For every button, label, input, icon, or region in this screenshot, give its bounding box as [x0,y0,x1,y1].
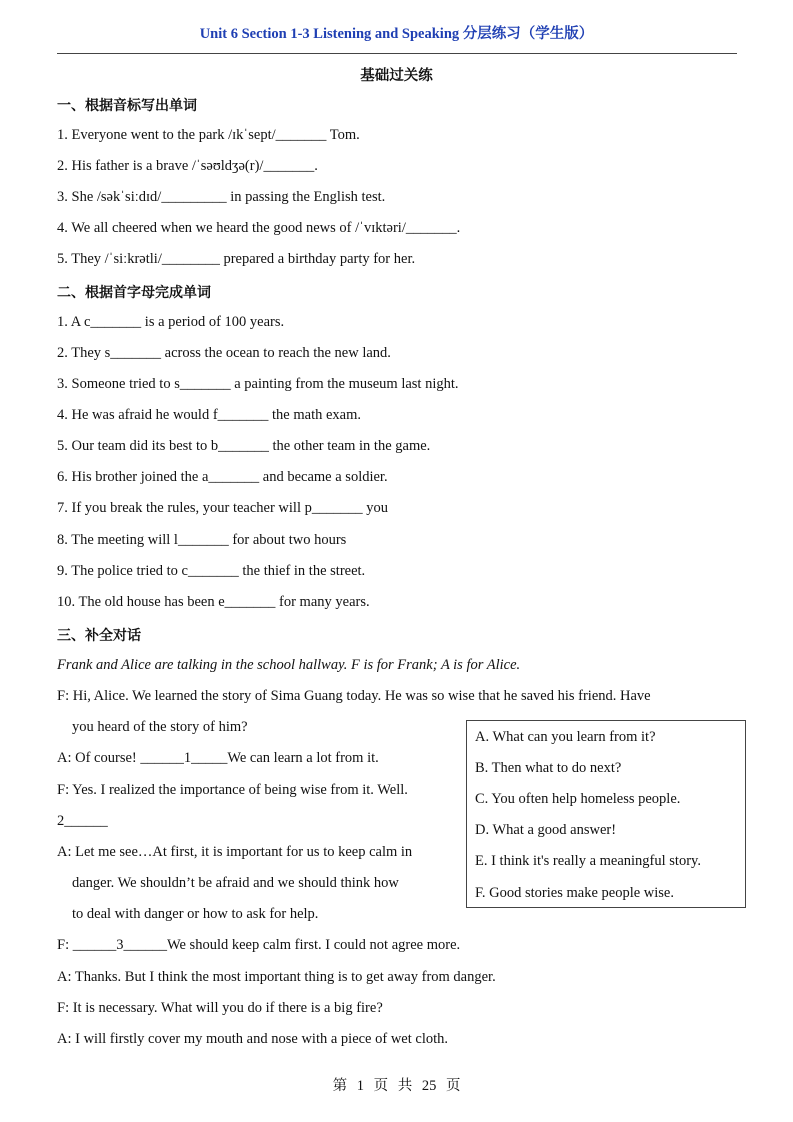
section1-title: 一、根据音标写出单词 [57,98,197,114]
section3-title: 三、补全对话 [57,628,141,644]
dialogue-blank-2: 2______ [57,813,108,829]
section1-item: 1. Everyone went to the park /ɪkˈsept/_______ Tom. [57,127,360,143]
dialogue-line: danger. We shouldn’t be afraid and we should think how [72,875,399,891]
footer-gong: 共 [397,1078,413,1094]
section2-item: 1. A c_______ is a period of 100 years. [57,314,285,330]
section2-item: 7. If you break the rules, your teacher will p_______ you [57,500,388,516]
options-box [466,720,746,908]
section2-title: 二、根据首字母完成单词 [57,285,211,301]
option-b: B. Then what to do next? [475,760,622,776]
section2-item: 9. The police tried to c_______ the thief in the street. [57,563,366,579]
option-c: C. You often help homeless people. [475,791,681,807]
document-header: Unit 6 Section 1-3 Listening and Speaking 分层练习（学生版） [199,26,594,42]
footer-ye: 页 [373,1078,389,1094]
section2-item: 2. They s_______ across the ocean to reach the new land. [57,345,391,361]
option-a: A. What can you learn from it? [475,729,656,745]
section2-item: 8. The meeting will l_______ for about two hours [57,532,347,548]
header-divider [57,53,737,54]
section1-item: 5. They /ˈsiːkrətli/________ prepared a birthday party for her. [57,251,416,267]
dialogue-line: A: I will firstly cover my mouth and nose with a piece of wet cloth. [57,1031,449,1047]
dialogue-line: A: Thanks. But I think the most important thing is to get away from danger. [57,969,496,985]
option-d: D. What a good answer! [475,822,617,838]
dialogue-intro: Frank and Alice are talking in the school hallway. F is for Frank; A is for Alice. [57,657,521,673]
section1-item: 2. His father is a brave /ˈsəʊldʒə(r)/_______. [57,158,318,174]
section2-item: 10. The old house has been e_______ for many years. [57,594,370,610]
page-footer [0,1074,793,1095]
option-e: E. I think it's really a meaningful story. [475,853,701,869]
dialogue-line: to deal with danger or how to ask for help. [72,906,319,922]
footer-ye: 页 [445,1078,461,1094]
section1-item: 3. She /səkˈsiːdɪd/_________ in passing the English test. [57,189,386,205]
dialogue-line: F: Yes. I realized the importance of being wise from it. Well. [57,782,408,798]
footer-page-number: 1 [356,1078,364,1094]
section2-item: 4. He was afraid he would f_______ the math exam. [57,407,362,423]
dialogue-line: F: It is necessary. What will you do if there is a big fire? [57,1000,383,1016]
footer-di: 第 [332,1078,348,1094]
page-title: 基础过关练 [360,68,433,84]
section2-item: 5. Our team did its best to b_______ the other team in the game. [57,438,431,454]
dialogue-line: F: Hi, Alice. We learned the story of Sima Guang today. He was so wise that he saved his friend. Have [57,688,651,704]
dialogue-line: A: Of course! ______1_____We can learn a lot from it. [57,750,379,766]
dialogue-line: F: ______3______We should keep calm first. I could not agree more. [57,937,461,953]
section2-item: 3. Someone tried to s_______ a painting from the museum last night. [57,376,459,392]
option-f: F. Good stories make people wise. [475,885,674,901]
footer-total-pages: 25 [421,1078,437,1094]
dialogue-line: you heard of the story of him? [72,719,248,735]
section1-item: 4. We all cheered when we heard the good news of /ˈvɪktəri/_______. [57,220,461,236]
dialogue-line: A: Let me see…At first, it is important for us to keep calm in [57,844,413,860]
section2-item: 6. His brother joined the a_______ and became a soldier. [57,469,388,485]
